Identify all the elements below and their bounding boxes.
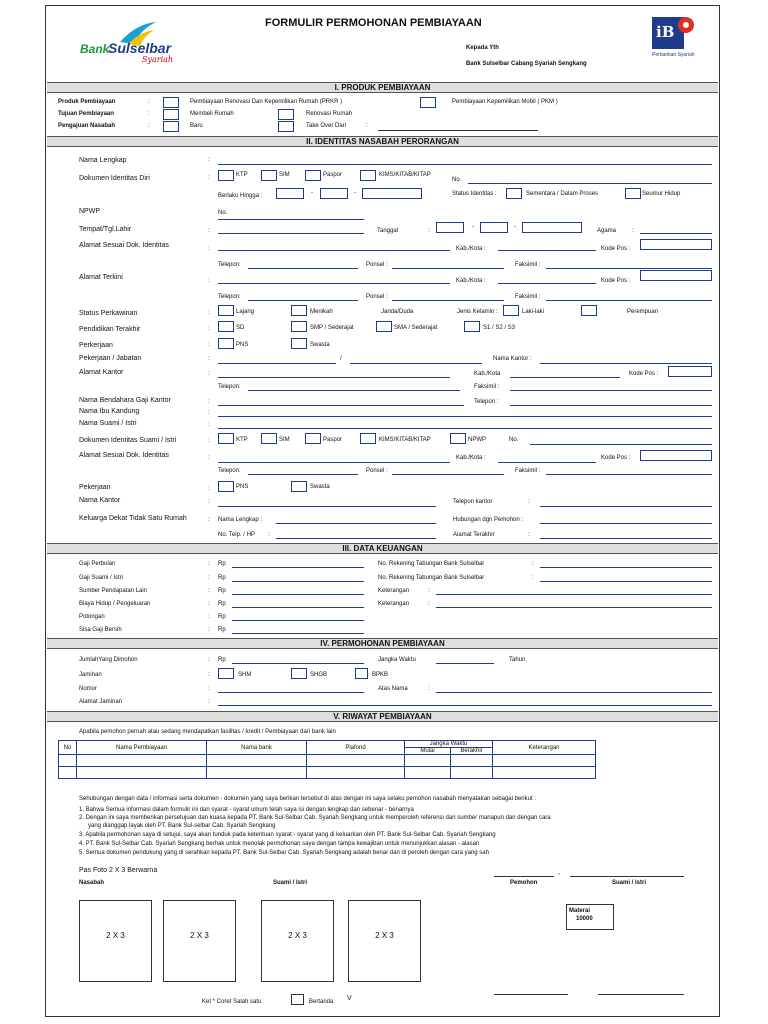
pemohon-signature[interactable] (494, 994, 568, 995)
photo-nasabah-2: 2 X 3 (163, 900, 236, 982)
norek2-field[interactable] (540, 581, 712, 582)
dokumen-no-field[interactable] (468, 183, 712, 184)
berlaku-year[interactable] (362, 188, 422, 199)
alamat-terakhir-field[interactable] (540, 538, 712, 539)
kodepos-terkini-box[interactable] (640, 270, 712, 281)
faksimil-suami-field[interactable] (546, 474, 712, 475)
s123-checkbox[interactable] (464, 321, 480, 332)
photo-suami-2: 2 X 3 (348, 900, 421, 982)
ket-biaya-field[interactable] (436, 607, 712, 608)
section-keuangan: III. DATA KEUANGAN (47, 543, 718, 554)
section-riwayat: V. RIWAYAT PEMBIAYAAN (47, 711, 718, 722)
berlaku-month[interactable] (320, 188, 348, 199)
bank-sulselbar-logo: Bank Sulselbar Syariah (80, 20, 200, 64)
renovasi-rumah-checkbox[interactable] (278, 109, 294, 120)
nama-lengkap-field[interactable] (218, 164, 712, 165)
kepada-label: Kepada Yth (466, 45, 499, 51)
tgl-lahir-year[interactable] (522, 222, 582, 233)
menikah-checkbox[interactable] (291, 305, 307, 316)
npwp-suami-checkbox[interactable] (450, 433, 466, 444)
membeli-rumah-checkbox[interactable] (163, 109, 179, 120)
sumber-field[interactable] (232, 594, 364, 595)
perempuan-checkbox[interactable] (581, 305, 597, 316)
form-page: Bank Sulselbar Syariah FORMULIR PERMOHONAN PEMBIAYAAN Kepada Yth Bank Sulselbar Cabang Syariah Sengkang iB Perbankan Syariah I. PRODUK PEMBIAYAAN Produk Pembiayaan : Pembiayaan Renovasi Dan Kepemilikan Rumah (PRKR ) Pembiayaan Kepemilikan Mobil ( PKM ) Tujuan Pembiayaan : Membeli Rumah Renovasi Rumah Pengajuan Nasabah : Baru Take Over Dari : II. IDENTITAS NASABAH PERORANGAN Nama Lengkap : Dokumen Identitas Diri : KTP SIM Paspor KIMS/KITAB/KITAP No. Berlaku Hingga : - - Status Identitas : Sementara / Dalam Proses Seumur Hidup NPWP No. Tempat/Tgl.Lahir : Tanggal : - - Agama : Alamat Sesuai Dok. Identitas : Kab./Kota : Kode Pos : Telepon: Ponsel : Faksimil : Alamat Terkini : Kab./Kota : Kode Pos : Telepon: Ponsel : Faksimil : Status Perkawinan : Lajang Menikah Janda/Duda Jenis Kelamin : Laki-laki Perempuan Pendidikan Terakhir : SD SMP / Sederajat SMA / Sederajat S1 / S2 / S3 Perkerjaan : PNS Swasta Pekerjaan / Jabatan : / Nama Kantor : Alamat Kantor : Kab./Kota Kode Pos : Telepon: Faksimil : Nama Bendahara Gaji Kantor : Telepon : Nama Ibu Kandung : Nama Suami / Istri : Dokumen Identitas Suami / Istri : KTP SIM Paspor KIMS/KITAB/KITAP NPWP No. Alamat Sesuai Dok. Identitas : Kab./Kota : Kode Pos : Telepon: Ponsel : Faksimil : Pekerjaan : PNS Swasta Nama Kantor : Telepon kantor : Keluarga Dekat Tidak Satu Rumah : Nama Lengkap : Hubungan dgn Pemohon : No. Telp. / HP : Alamat Terakhir : III. DATA KEUANGAN Gaji Perbulan : Rp No. Rekening Tabungan Bank Sulselbar : Gaji Suami / Istri : Rp No. Rekening Tabungan Bank Sulselbar : Sumber Pendapatan Lain : Rp Keterangan : Biaya Hidup / Pengeluaran : Rp Keterangan : Potongan : Rp Sisa Gaji Bersih : Rp IV. PERMOHONAN PEMBIAYAAN JumlahYang Dimohon : Rp Jangka Waktu Tahun Jaminan : SHM SHGB BPKB Nomor : Atas Nama : Alamat Jaminan : V. RIWAYAT PEMBIAYAAN Apabila pemohon pernah atau sedang mendapatkan fasilitas / kredit / Pembiayaan dari bank lain No Nama Pembiayaan Nama bank Plafond Jangka Waktu Keterangan Mulai Berakhir Sehubungan dengan data / informasi serta dokumen - dokumen yang saya berikan tersebut di atas dengan ini saya selaku pemohon nasabah menyatakan sebagai berikut : 1. Bahwa Semua informasi dalam formulir ini dan syarat - syarat umum telah saya isi dengan lengkap dan sebenar - benarnya 2. Dengan ini saya memberikan persetujuan dan kuasa kepada PT. Bank Sul-Selbar Cab. Syariah Sengkang untuk memperoleh referensi dari sumber manapun dan dengan cara yang dianggap layak oleh PT. Bank Sul-selbar Cab. Syariah Sengkang 3. Apabila permohonan saya di setujui, saya akan tunduk pada ketentuan syarat - syarat yang di keluarkan oleh PT. Bank Sul-Selbar Cab. Syariah Sengkang 4. PT. Bank Sul-Selbar Cab. Syariah Sengkang berhak untuk menolak permohonan saya dengan tampa kewajiban untuk menunjukkan alasan - alasan 5. Semua dokumen pendukung yang di serahkan kepada PT. Bank Sul-Selbar Cab. Syariah Sengkang adalah benar dan di peroleh dengan cara yang sah Pas Foto 2 X 3 Berwarna , Nasabah Suami / Istri Pemohon Suami / Istri 2 X 3 2 X 3 2 X 3 2 X 3 Materai 10000 Ket * Coret Salah satu Bertanda V (0, 0, 768, 1024)
telepon-kantor-suami-field[interactable] (540, 506, 712, 507)
tgl-lahir-day[interactable] (436, 222, 464, 233)
lakilaki-checkbox[interactable] (503, 305, 519, 316)
kims-checkbox[interactable] (360, 170, 376, 181)
swasta-checkbox[interactable] (291, 338, 307, 349)
pns-suami-checkbox[interactable] (218, 481, 234, 492)
lajang-checkbox[interactable] (218, 305, 234, 316)
biaya-field[interactable] (232, 607, 364, 608)
pekerjaan-field[interactable] (218, 363, 336, 364)
section-produk: I. PRODUK PEMBIAYAAN (47, 82, 718, 93)
statement-intro: Sehubungan dengan data / informasi serta dokumen - dokumen yang saya berikan tersebut di atas dengan ini saya selaku pemohon nasabah menyatakan sebagai berikut : (79, 796, 536, 802)
kims-suami-checkbox[interactable] (360, 433, 376, 444)
jumlah-field[interactable] (232, 663, 364, 664)
sim-checkbox[interactable] (261, 170, 277, 181)
dok-suami-no-field[interactable] (530, 444, 712, 445)
sd-checkbox[interactable] (218, 321, 234, 332)
npwp-field[interactable] (218, 219, 364, 220)
paspor-checkbox[interactable] (305, 170, 321, 181)
riwayat-table: No Nama Pembiayaan Nama bank Plafond Jangka Waktu Keterangan Mulai Berakhir (58, 740, 596, 779)
sementara-checkbox[interactable] (506, 188, 522, 199)
kodepos-kantor-box[interactable] (668, 366, 712, 377)
telepon-suami-field[interactable] (248, 474, 358, 475)
nama-kantor-field[interactable] (540, 363, 712, 364)
ponsel-suami-field[interactable] (392, 474, 504, 475)
tanggal-field[interactable] (570, 876, 684, 877)
alamat-jaminan-field[interactable] (218, 705, 712, 706)
telepon-kantor-field[interactable] (248, 390, 460, 391)
photo-nasabah-1: 2 X 3 (79, 900, 152, 982)
gaji-suami-field[interactable] (232, 581, 364, 582)
table-row[interactable] (59, 755, 596, 767)
telepon-terkini-field[interactable] (248, 300, 358, 301)
keluarga-telp-field[interactable] (276, 538, 436, 539)
takeover-field[interactable] (378, 130, 538, 131)
pkm-checkbox[interactable] (420, 97, 436, 108)
tempat-field[interactable] (494, 876, 554, 877)
ibu-kandung-field[interactable] (218, 416, 712, 417)
ponsel-field[interactable] (392, 268, 504, 269)
photo-suami-1: 2 X 3 (261, 900, 334, 982)
shm-checkbox[interactable] (218, 668, 234, 679)
alamat-suami-field[interactable] (218, 462, 450, 463)
takeover-checkbox[interactable] (278, 121, 294, 132)
kodepos-box[interactable] (640, 239, 712, 250)
bpkb-checkbox[interactable] (355, 668, 368, 679)
bendahara-telepon-field[interactable] (510, 405, 712, 406)
berlaku-day[interactable] (276, 188, 304, 199)
form-border (45, 5, 720, 1017)
faksimil-field[interactable] (546, 268, 712, 269)
alamat-identitas-field[interactable] (218, 250, 450, 251)
baru-checkbox[interactable] (163, 121, 179, 132)
seumur-checkbox[interactable] (625, 188, 641, 199)
prkr-checkbox[interactable] (163, 97, 179, 108)
smp-checkbox[interactable] (291, 321, 307, 332)
alamat-kantor-field[interactable] (218, 377, 450, 378)
ktp-checkbox[interactable] (218, 170, 234, 181)
jabatan-field[interactable] (350, 363, 482, 364)
tempat-lahir-field[interactable] (218, 233, 364, 234)
alamat-terkini-field[interactable] (218, 283, 450, 284)
gaji-field[interactable] (232, 567, 364, 568)
sisa-gaji-field[interactable] (232, 633, 364, 634)
kabkota-suami-field[interactable] (498, 462, 596, 463)
kabkota-field[interactable] (498, 250, 596, 251)
swasta-suami-checkbox[interactable] (291, 481, 307, 492)
kodepos-suami-box[interactable] (640, 450, 712, 461)
telepon-field[interactable] (248, 268, 358, 269)
suami-istri-field[interactable] (218, 428, 712, 429)
kabkota-kantor-field[interactable] (510, 377, 620, 378)
page-title: FORMULIR PERMOHONAN PEMBIAYAAN (265, 17, 482, 29)
section-identitas: II. IDENTITAS NASABAH PERORANGAN (47, 136, 718, 147)
suami-signature[interactable] (598, 994, 684, 995)
shgb-checkbox[interactable] (291, 668, 307, 679)
faksimil-terkini-field[interactable] (546, 300, 712, 301)
pns-checkbox[interactable] (218, 338, 234, 349)
nomor-jaminan-field[interactable] (218, 692, 364, 693)
nama-kantor-suami-field[interactable] (218, 506, 436, 507)
faksimil-kantor-field[interactable] (510, 390, 712, 391)
hubungan-field[interactable] (540, 523, 712, 524)
ib-logo: iB Perbankan Syariah (650, 15, 698, 61)
paspor-suami-checkbox[interactable] (305, 433, 321, 444)
potongan-field[interactable] (232, 620, 364, 621)
section-permohonan: IV. PERMOHONAN PEMBIAYAAN (47, 638, 718, 649)
tgl-lahir-month[interactable] (480, 222, 508, 233)
sma-checkbox[interactable] (376, 321, 392, 332)
ponsel-terkini-field[interactable] (392, 300, 504, 301)
sim-suami-checkbox[interactable] (261, 433, 277, 444)
bendahara-field[interactable] (218, 405, 464, 406)
kepada-recipient: Bank Sulselbar Cabang Syariah Sengkang (466, 61, 587, 67)
agama-field[interactable] (640, 233, 712, 234)
table-row[interactable] (59, 767, 596, 779)
keluarga-nama-field[interactable] (276, 523, 436, 524)
ktp-suami-checkbox[interactable] (218, 433, 234, 444)
bertanda-checkbox[interactable] (291, 994, 304, 1005)
jangka-waktu-field[interactable] (436, 663, 494, 664)
norek1-field[interactable] (540, 567, 712, 568)
kabkota-terkini-field[interactable] (498, 283, 596, 284)
ket-sumber-field[interactable] (436, 594, 712, 595)
atas-nama-field[interactable] (436, 692, 712, 693)
